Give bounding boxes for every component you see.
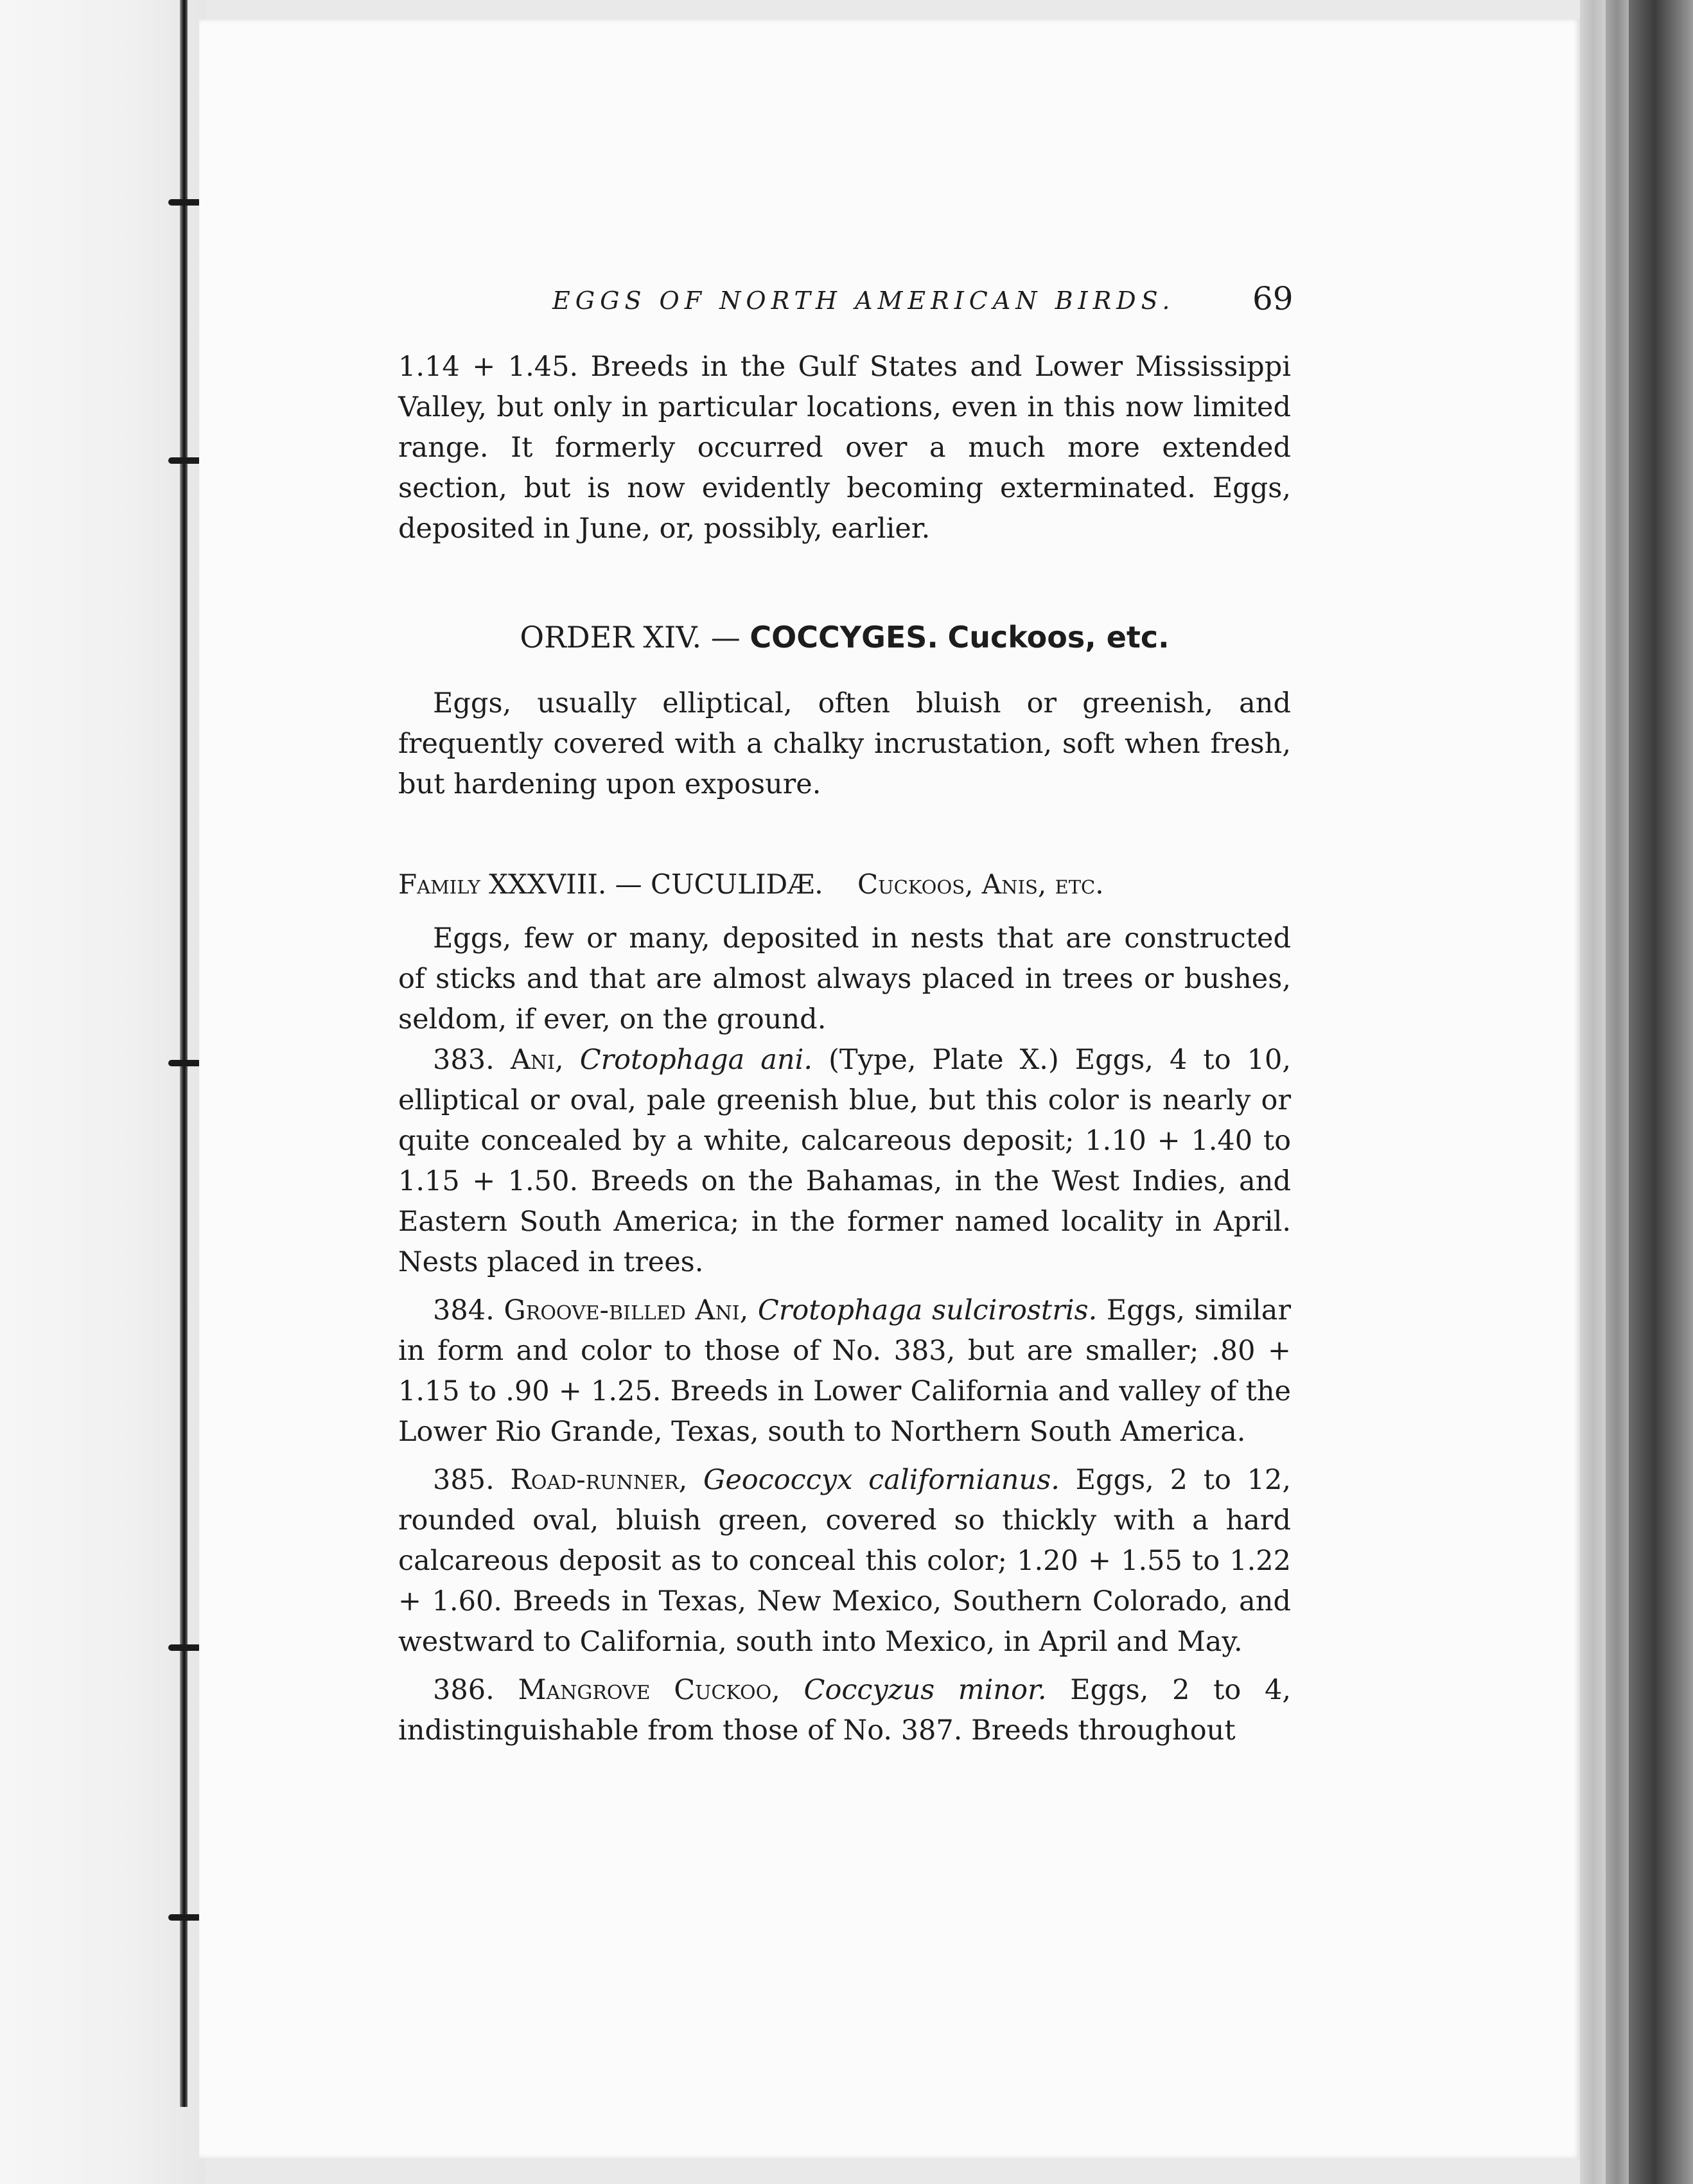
entry-scientific-name: Coccyzus minor. (803, 1674, 1047, 1706)
page-number: 69 (1252, 280, 1294, 317)
stitch-mark (168, 457, 202, 464)
entry-number: 386. (433, 1674, 495, 1706)
entry-scientific-name: Crotophaga ani. (579, 1044, 813, 1076)
intro-paragraph: 1.14 + 1.45. Breeds in the Gulf States and Lower Mississippi Valley, but only in particular locations, even in this now limited range. It formerly occurred over a much more extended section, but is now evidently becoming exterminated. Eggs, deposited in June, or, possibly, earlier. (398, 351, 1291, 545)
order-common-name: Cuckoos, etc. (947, 620, 1170, 655)
book-cover-edge (1629, 0, 1693, 2184)
order-name: COCCYGES. (750, 620, 938, 655)
species-entry (398, 1460, 1291, 1662)
family-description: Eggs, few or many, deposited in nests that are constructed of sticks and that are almost always placed in trees or bushes, seldom, if ever, on the ground. (398, 922, 1291, 1035)
stitch-mark (168, 1060, 202, 1066)
family-label: Family XXXVIII. — (398, 868, 642, 900)
entry-number: 385. (433, 1464, 495, 1496)
entry-common-name: Groove-billed Ani, (504, 1294, 749, 1326)
entry-scientific-name: Geococcyx californianus. (703, 1464, 1060, 1496)
order-heading (398, 617, 1291, 658)
species-entry (398, 1670, 1291, 1751)
order-label: ORDER XIV. — (520, 620, 741, 655)
species-entry (398, 1290, 1291, 1452)
entry-common-name: Ani, (510, 1044, 564, 1076)
order-description: Eggs, usually elliptical, often bluish or greenish, and frequently covered with a chalky incrustation, soft when fresh, but hardening upon exposure. (398, 687, 1291, 800)
species-entry (398, 1040, 1291, 1283)
family-name: CUCULIDÆ. (651, 868, 823, 900)
stitch-mark (168, 1914, 202, 1921)
entry-number: 383. (433, 1044, 495, 1076)
family-common-name: Cuckoos, Anis, etc. (857, 868, 1104, 900)
entry-scientific-name: Crotophaga sulcirostris. (757, 1294, 1098, 1326)
entry-common-name: Mangrove Cuckoo, (518, 1674, 780, 1706)
page-body (398, 347, 1291, 1751)
stitch-mark (168, 199, 202, 206)
running-head: EGGS OF NORTH AMERICAN BIRDS. (552, 286, 1175, 315)
book-binding (0, 0, 206, 2184)
stitch-mark (168, 1644, 202, 1651)
entry-text: (Type, Plate X.) Eggs, 4 to 10, elliptical or oval, pale greenish blue, but this color is nearly or quite concealed by a white, calcareous deposit; 1.10 + 1.40 to 1.15 + 1.50. Breeds on the Bahamas, in the West Indies, and Eastern South America; in the former named locality in April. Nests placed in trees. (398, 1044, 1292, 1278)
entry-common-name: Road-runner, (510, 1464, 688, 1496)
entry-number: 384. (433, 1294, 495, 1326)
entry-text: Eggs, 2 to 12, rounded oval, bluish green, covered so thickly with a hard calcareous deposit as to conceal this color; 1.20 + 1.55 to 1.22 + 1.60. Breeds in Texas, New Mexico, Southern Colorado, and westward to California, south into Mexico, in April and May. (398, 1464, 1291, 1658)
entry-text: Eggs, 2 to 4, indistinguishable from those of No. 387. Breeds throughout (398, 1674, 1291, 1747)
page-stack-edge (1606, 0, 1629, 2184)
entry-text: Eggs, similar in form and color to those of No. 383, but are smaller; .80 + 1.15 to .90 + 1.25. Breeds in Lower California and valley of the Lower Rio Grande, Texas, south to Northern South America. (398, 1294, 1291, 1448)
spine-edge (180, 0, 188, 2107)
family-heading (398, 864, 1291, 904)
page-stack-edge (1580, 0, 1606, 2184)
